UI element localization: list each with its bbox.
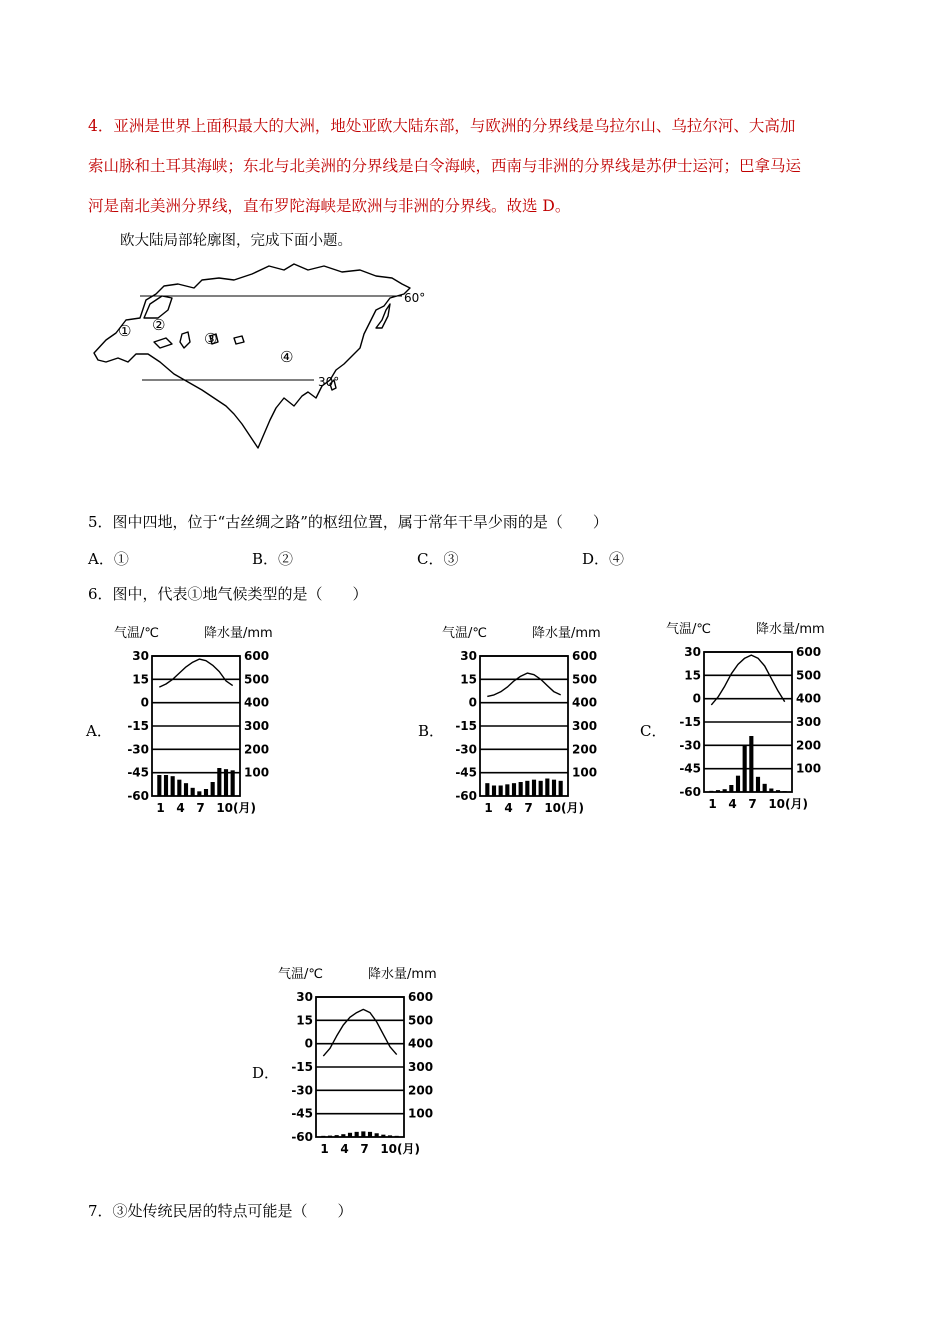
map-marker-2: ② bbox=[152, 316, 166, 334]
temperature-tick-label: -60 bbox=[127, 789, 149, 803]
temperature-tick-label: -15 bbox=[291, 1060, 313, 1074]
precipitation-bar bbox=[184, 783, 188, 796]
precipitation-bar bbox=[231, 770, 235, 796]
precipitation-bar bbox=[769, 789, 773, 793]
precipitation-bar bbox=[335, 1135, 339, 1137]
temperature-tick-label: 0 bbox=[304, 1036, 313, 1051]
q5-option-c[interactable]: C．③ bbox=[417, 550, 459, 568]
precipitation-bar bbox=[756, 777, 760, 792]
precipitation-tick-label: 400 bbox=[572, 695, 598, 710]
temperature-tick-label: -60 bbox=[291, 1130, 313, 1144]
precipitation-axis-title: 降水量/mm bbox=[756, 622, 825, 637]
precipitation-tick-label: 300 bbox=[572, 719, 598, 733]
temperature-tick-label: 0 bbox=[140, 695, 149, 710]
precipitation-bar bbox=[729, 785, 733, 792]
temperature-tick-label: 0 bbox=[468, 695, 477, 710]
precipitation-tick-label: 300 bbox=[796, 715, 822, 729]
precipitation-bar bbox=[224, 769, 228, 796]
q6-option-d-label[interactable]: D． bbox=[252, 1064, 280, 1082]
temperature-axis-title: 气温/℃ bbox=[442, 626, 487, 641]
precipitation-tick-label: 500 bbox=[796, 668, 822, 683]
precipitation-tick-label: 500 bbox=[408, 1013, 434, 1028]
question-6-stem: 6．图中，代表①地气候类型的是（ ） bbox=[88, 585, 368, 603]
precipitation-bar bbox=[321, 1136, 325, 1137]
map-marker-1: ① bbox=[118, 322, 132, 340]
temperature-tick-label: 15 bbox=[132, 672, 149, 687]
precipitation-bar bbox=[545, 779, 549, 797]
month-tick-label: 1 bbox=[320, 1142, 329, 1156]
precipitation-tick-label: 600 bbox=[408, 990, 434, 1004]
precipitation-bar bbox=[157, 775, 161, 796]
precipitation-bar bbox=[341, 1134, 345, 1137]
map-marker-4: ④ bbox=[280, 348, 294, 366]
precipitation-tick-label: 300 bbox=[244, 719, 270, 733]
month-tick-label: 7 bbox=[748, 797, 757, 811]
question-7-stem: 7．③处传统民居的特点可能是（ ） bbox=[88, 1202, 353, 1220]
q6-option-b-label[interactable]: B． bbox=[418, 722, 445, 740]
temperature-tick-label: 30 bbox=[684, 645, 701, 659]
precipitation-bar bbox=[709, 791, 713, 792]
temperature-line bbox=[711, 655, 784, 705]
precipitation-tick-label: 100 bbox=[244, 765, 270, 780]
precipitation-bar bbox=[749, 736, 753, 792]
precipitation-tick-label: 100 bbox=[572, 765, 598, 780]
precipitation-bar bbox=[177, 780, 181, 796]
precipitation-tick-label: 100 bbox=[796, 761, 822, 776]
precipitation-bar bbox=[368, 1132, 372, 1137]
precipitation-bar bbox=[736, 776, 740, 792]
precipitation-tick-label: 200 bbox=[408, 1083, 434, 1098]
latitude-30-label: 30° bbox=[318, 375, 340, 389]
precipitation-bar bbox=[388, 1135, 392, 1137]
precipitation-tick-label: 500 bbox=[244, 672, 270, 687]
precipitation-bar bbox=[197, 791, 201, 796]
latitude-60-label: 60° bbox=[404, 291, 426, 305]
month-tick-label: 10(月) bbox=[544, 801, 585, 815]
question-5-stem: 5．图中四地，位于“古丝绸之路”的枢纽位置，属于常年干旱少雨的是（ ） bbox=[88, 513, 608, 531]
temperature-tick-label: -30 bbox=[679, 738, 701, 753]
answer-4-line-1: 4．亚洲是世界上面积最大的大洲，地处亚欧大陆东部，与欧洲的分界线是乌拉尔山、乌拉尔河、大高加 bbox=[88, 117, 796, 135]
precipitation-bar bbox=[532, 780, 536, 796]
precipitation-bar bbox=[381, 1135, 385, 1137]
temperature-tick-label: -15 bbox=[455, 719, 477, 733]
precipitation-tick-label: 600 bbox=[796, 645, 822, 659]
black-sea-outline bbox=[154, 338, 172, 348]
temperature-tick-label: 15 bbox=[684, 668, 701, 683]
temperature-tick-label: 15 bbox=[460, 672, 477, 687]
precipitation-bar bbox=[348, 1133, 352, 1137]
precipitation-tick-label: 400 bbox=[244, 695, 270, 710]
precipitation-bar bbox=[171, 776, 175, 796]
precipitation-bar bbox=[743, 745, 747, 792]
month-tick-label: 4 bbox=[176, 801, 185, 815]
continent-outline bbox=[94, 264, 410, 448]
temperature-tick-label: -15 bbox=[127, 719, 149, 733]
precipitation-bar bbox=[539, 781, 543, 796]
climate-chart-d bbox=[276, 962, 451, 1162]
precipitation-axis-title: 降水量/mm bbox=[368, 967, 437, 982]
temperature-tick-label: 0 bbox=[692, 691, 701, 706]
map-marker-3: ③ bbox=[204, 330, 218, 348]
precipitation-bar bbox=[716, 790, 720, 792]
precipitation-axis-title: 降水量/mm bbox=[204, 626, 273, 641]
temperature-tick-label: -45 bbox=[291, 1106, 313, 1121]
precipitation-bar bbox=[164, 775, 168, 796]
answer-4-line-3: 河是南北美洲分界线，直布罗陀海峡是欧洲与非洲的分界线。故选 D。 bbox=[88, 197, 571, 215]
precipitation-tick-label: 600 bbox=[244, 649, 270, 663]
temperature-tick-label: -30 bbox=[127, 742, 149, 757]
temperature-tick-label: -60 bbox=[455, 789, 477, 803]
precipitation-bar bbox=[723, 789, 727, 792]
month-tick-label: 7 bbox=[360, 1142, 369, 1156]
climate-chart-a bbox=[112, 621, 287, 821]
temperature-tick-label: -45 bbox=[127, 765, 149, 780]
lake-balkhash-outline bbox=[234, 336, 244, 344]
temperature-tick-label: 15 bbox=[296, 1013, 313, 1028]
month-tick-label: 4 bbox=[728, 797, 737, 811]
precipitation-bar bbox=[328, 1136, 332, 1137]
precipitation-tick-label: 500 bbox=[572, 672, 598, 687]
temperature-line bbox=[487, 673, 560, 696]
precipitation-bar bbox=[485, 783, 489, 796]
precipitation-tick-label: 100 bbox=[408, 1106, 434, 1121]
month-tick-label: 1 bbox=[708, 797, 717, 811]
climate-chart-c bbox=[664, 617, 839, 817]
precipitation-tick-label: 600 bbox=[572, 649, 598, 663]
precipitation-axis-title: 降水量/mm bbox=[532, 626, 601, 641]
temperature-tick-label: -30 bbox=[455, 742, 477, 757]
q5-option-a[interactable]: A．① bbox=[88, 550, 129, 568]
temperature-tick-label: -45 bbox=[679, 761, 701, 776]
precipitation-bar bbox=[505, 784, 509, 796]
month-tick-label: 10(月) bbox=[380, 1142, 421, 1156]
precipitation-bar bbox=[355, 1132, 359, 1137]
temperature-tick-label: -60 bbox=[679, 785, 701, 799]
temperature-line bbox=[323, 1009, 396, 1056]
q6-option-c-label[interactable]: C． bbox=[640, 722, 667, 740]
temperature-line bbox=[159, 659, 232, 687]
precipitation-bar bbox=[783, 791, 787, 792]
month-tick-label: 1 bbox=[484, 801, 493, 815]
month-tick-label: 10(月) bbox=[216, 801, 257, 815]
month-tick-label: 7 bbox=[196, 801, 205, 815]
month-tick-label: 7 bbox=[524, 801, 533, 815]
temperature-tick-label: 30 bbox=[296, 990, 313, 1004]
temperature-tick-label: -30 bbox=[291, 1083, 313, 1098]
q5-option-d[interactable]: D．④ bbox=[582, 550, 625, 568]
temperature-tick-label: -45 bbox=[455, 765, 477, 780]
month-tick-label: 10(月) bbox=[768, 797, 809, 811]
map-intro: 欧大陆局部轮廓图，完成下面小题。 bbox=[120, 233, 352, 249]
precipitation-bar bbox=[559, 781, 563, 796]
climate-chart-b bbox=[440, 621, 615, 821]
temperature-axis-title: 气温/℃ bbox=[666, 622, 711, 637]
temperature-axis-title: 气温/℃ bbox=[114, 626, 159, 641]
precipitation-tick-label: 400 bbox=[408, 1036, 434, 1051]
precipitation-bar bbox=[361, 1131, 365, 1137]
precipitation-bar bbox=[519, 782, 523, 796]
month-tick-label: 4 bbox=[504, 801, 513, 815]
precipitation-bar bbox=[763, 784, 767, 792]
precipitation-bar bbox=[776, 790, 780, 792]
precipitation-bar bbox=[204, 789, 208, 796]
q5-option-b[interactable]: B．② bbox=[252, 550, 294, 568]
precipitation-bar bbox=[217, 768, 221, 796]
precipitation-tick-label: 300 bbox=[408, 1060, 434, 1074]
month-tick-label: 4 bbox=[340, 1142, 349, 1156]
precipitation-bar bbox=[552, 780, 556, 796]
precipitation-bar bbox=[512, 783, 516, 796]
q6-option-a-label[interactable]: A． bbox=[86, 722, 112, 740]
eurasia-map bbox=[84, 258, 444, 458]
precipitation-bar bbox=[492, 786, 496, 797]
precipitation-bar bbox=[395, 1136, 399, 1137]
precipitation-tick-label: 200 bbox=[244, 742, 270, 757]
caspian-outline bbox=[180, 332, 190, 348]
temperature-tick-label: -15 bbox=[679, 715, 701, 729]
precipitation-bar bbox=[191, 788, 195, 796]
precipitation-tick-label: 400 bbox=[796, 691, 822, 706]
precipitation-bar bbox=[499, 786, 503, 797]
precipitation-tick-label: 200 bbox=[796, 738, 822, 753]
japan-outline bbox=[376, 304, 390, 328]
temperature-axis-title: 气温/℃ bbox=[278, 967, 323, 982]
precipitation-tick-label: 200 bbox=[572, 742, 598, 757]
temperature-tick-label: 30 bbox=[132, 649, 149, 663]
answer-4 bbox=[88, 106, 868, 226]
precipitation-bar bbox=[211, 782, 215, 796]
month-tick-label: 1 bbox=[156, 801, 165, 815]
temperature-tick-label: 30 bbox=[460, 649, 477, 663]
precipitation-bar bbox=[375, 1133, 379, 1137]
answer-4-line-2: 索山脉和土耳其海峡；东北与北美洲的分界线是白令海峡，西南与非洲的分界线是苏伊士运河；巴拿马运 bbox=[88, 157, 802, 175]
precipitation-bar bbox=[525, 781, 529, 796]
